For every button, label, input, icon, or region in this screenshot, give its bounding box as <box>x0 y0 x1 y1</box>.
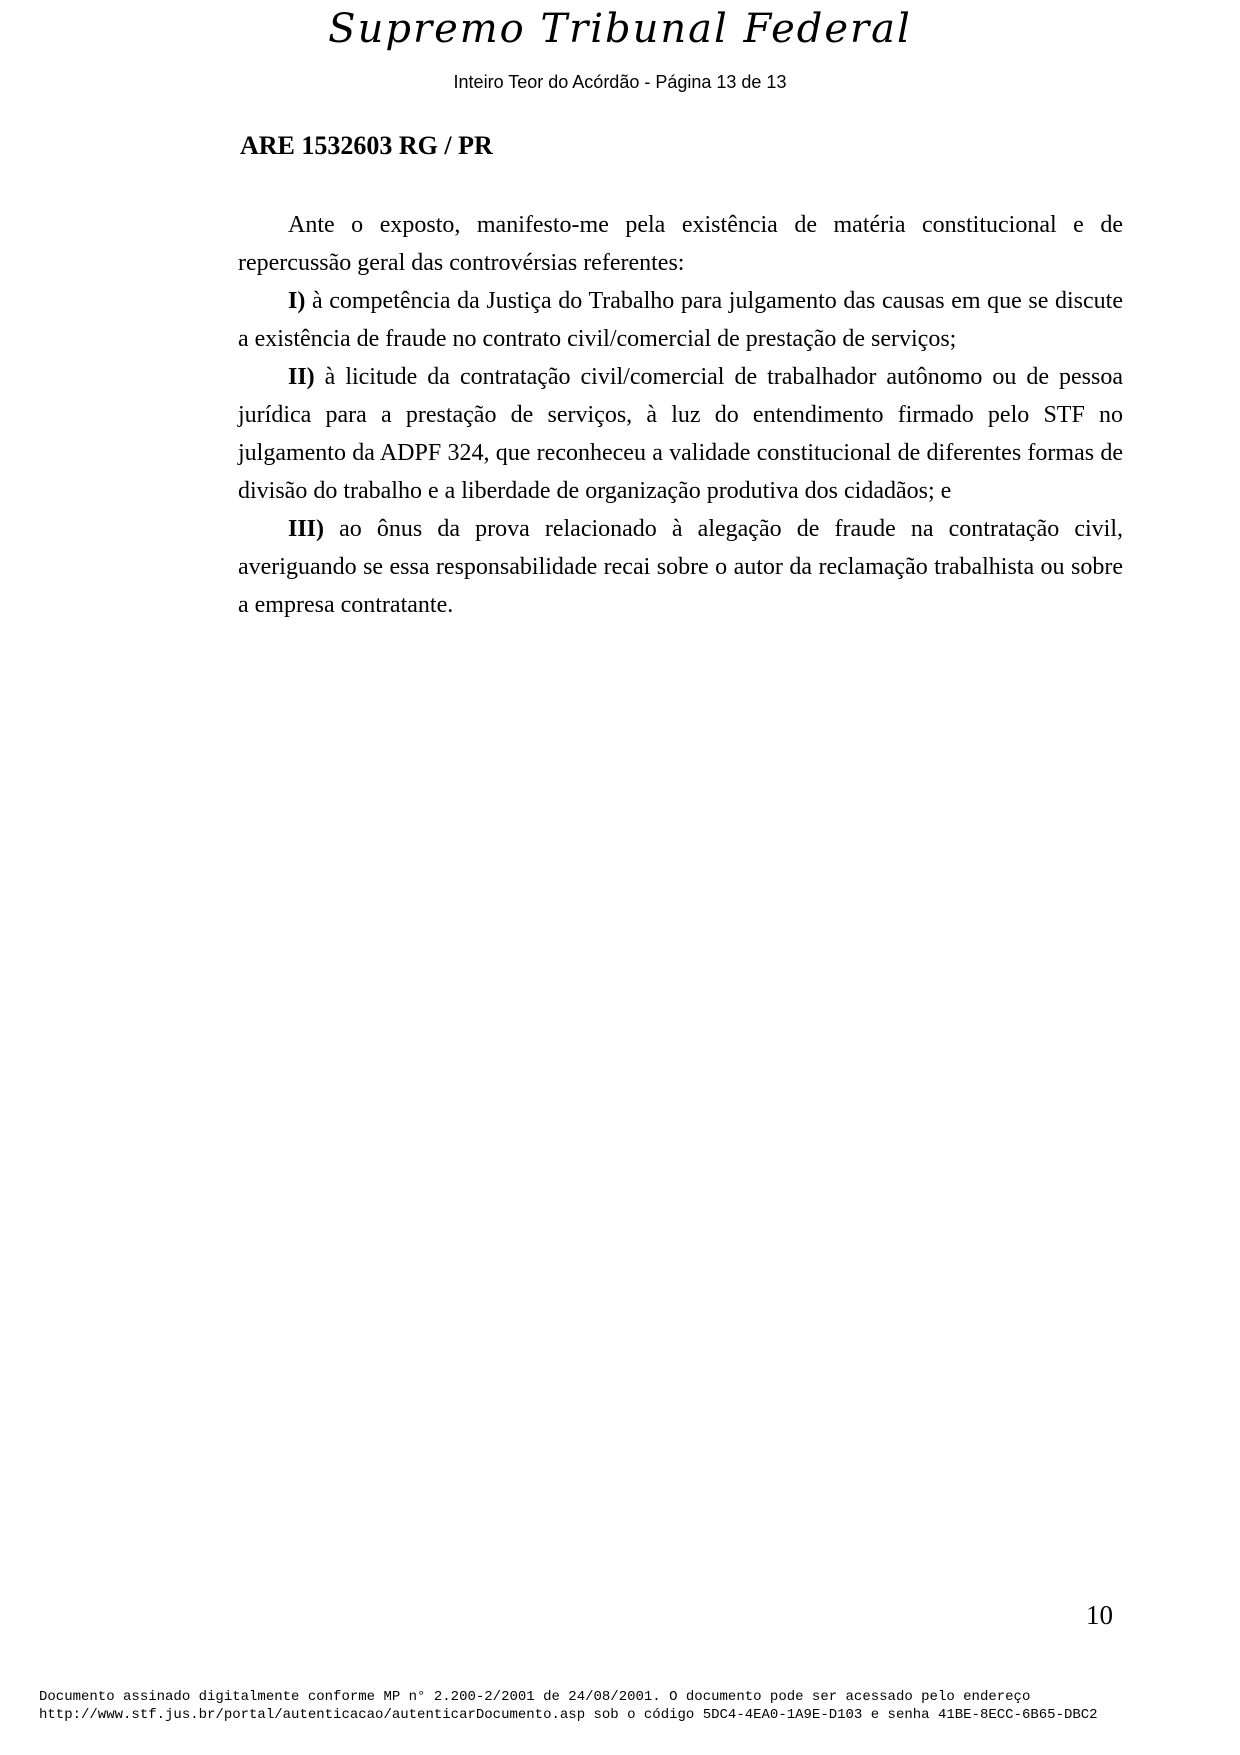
signature-footer <box>39 1689 1098 1724</box>
document-body <box>238 206 1123 624</box>
paragraph-intro-text: Ante o exposto, manifesto-me pela existência de matéria constitucional e de repercussão geral das controvérsias referentes: <box>238 212 1123 276</box>
paragraph-item-3-text: ao ônus da prova relacionado à alegação de fraude na contratação civil, averiguando se essa responsabilidade recai sobre o autor da reclamação trabalhista ou sobre a empresa contratante. <box>238 516 1123 618</box>
paragraph-item-2-text: à licitude da contratação civil/comercial de trabalhador autônomo ou de pessoa jurídica para a prestação de serviços, à luz do entendimento firmado pelo STF no julgamento da ADPF 324, que reconheceu a validade constitucional de diferentes formas de divisão do trabalho e a liberdade de organização produtiva dos cidadãos; e <box>238 364 1123 504</box>
paragraph-item-3-lead: III) <box>288 516 325 542</box>
paragraph-item-1-lead: I) <box>288 288 306 314</box>
page-number: 10 <box>1086 1600 1113 1630</box>
paragraph-intro <box>238 206 1123 282</box>
signature-footer-line2: http://www.stf.jus.br/portal/autenticacao/autenticarDocumento.asp sob o código 5DC4-4EA0-1A9E-D103 e senha 41BE-8ECC-6B65-DBC2 <box>39 1706 1098 1723</box>
page-header-subtitle: Inteiro Teor do Acórdão - Página 13 de 13 <box>453 72 787 92</box>
paragraph-item-3 <box>238 510 1123 624</box>
paragraph-item-2 <box>238 358 1123 510</box>
paragraph-item-1 <box>238 282 1123 358</box>
paragraph-item-1-text: à competência da Justiça do Trabalho para julgamento das causas em que se discute a existência de fraude no contrato civil/comercial de prestação de serviços; <box>238 288 1123 352</box>
case-title: ARE 1532603 RG / PR <box>240 131 493 160</box>
court-name-header: Supremo Tribunal Federal <box>328 6 912 52</box>
signature-footer-line1: Documento assinado digitalmente conforme MP n° 2.200-2/2001 de 24/08/2001. O documento pode ser acessado pelo endereço <box>39 1689 1031 1705</box>
paragraph-item-2-lead: II) <box>288 364 315 390</box>
